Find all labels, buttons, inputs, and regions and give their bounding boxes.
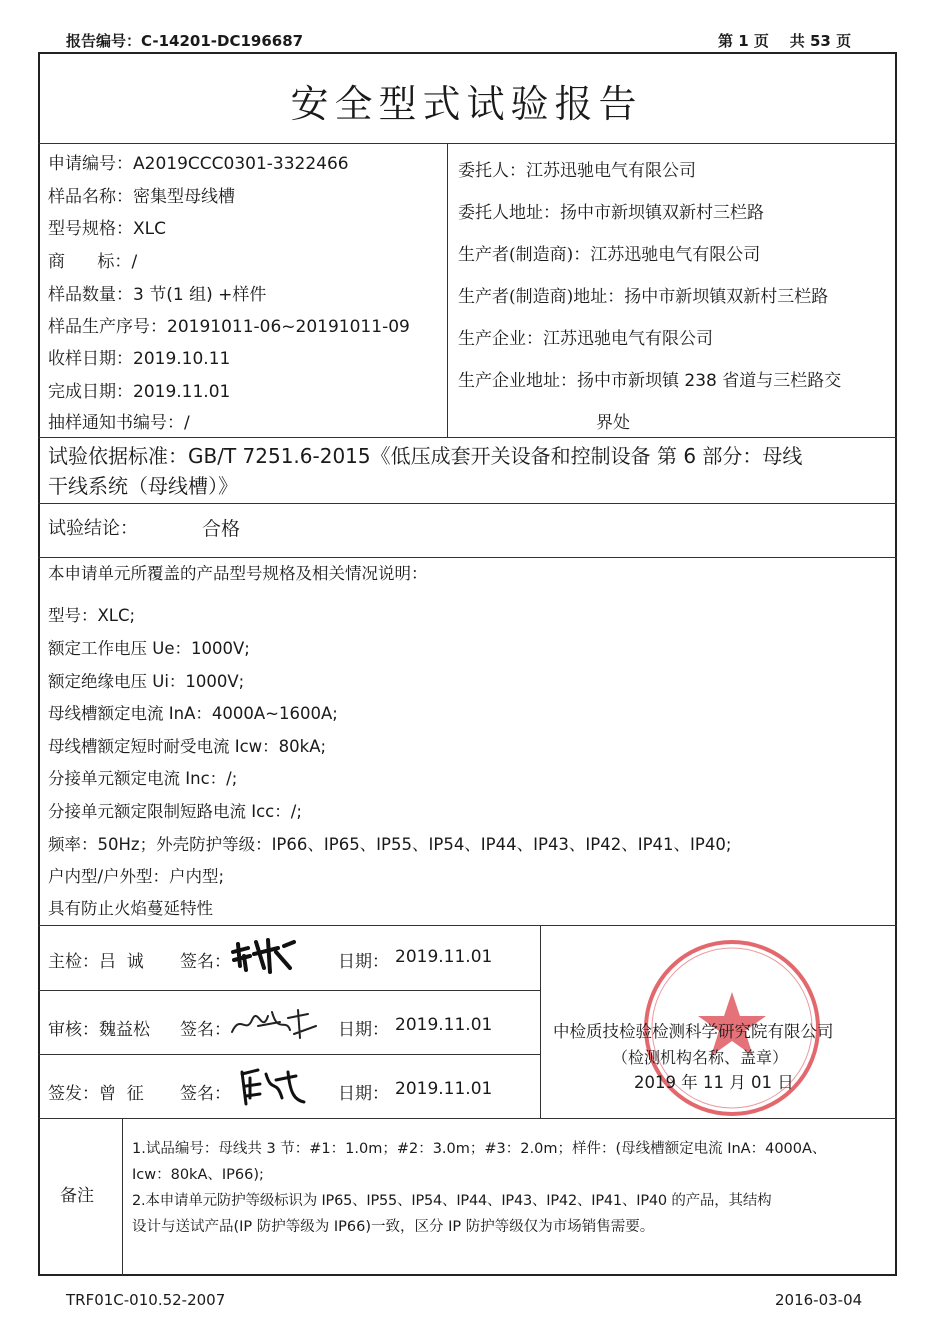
- field-label: 生产者(制造商)：: [458, 245, 591, 265]
- notes-content: [132, 1136, 888, 1240]
- description-line: 频率：50Hz；外壳防护等级：IP66、IP65、IP55、IP54、IP44、IP43、IP42、IP41、IP40;: [48, 835, 732, 854]
- description-line: 额定工作电压 Ue：1000V;: [48, 639, 250, 658]
- field-value: 2019.10.11: [133, 349, 231, 369]
- field-value: /: [131, 252, 138, 272]
- description-line: 具有防止火焰蔓延特性: [48, 899, 213, 918]
- field-value: /: [184, 413, 190, 433]
- report-number: 报告编号：C-14201-DC196687: [66, 32, 304, 50]
- field-application-no: [48, 154, 349, 174]
- description-line: 母线槽额定电流 InA：4000A~1600A;: [48, 704, 338, 723]
- field-complete-date: [48, 382, 230, 402]
- institution-name: 中检质技检验检测科学研究院有限公司: [553, 1022, 834, 1041]
- description-line: 额定绝缘电压 Ui：1000V;: [48, 672, 245, 691]
- field-model: [48, 219, 166, 239]
- divider: [38, 925, 897, 926]
- sign-label: 签名：: [180, 952, 231, 972]
- notes-label: 备注: [60, 1186, 94, 1206]
- description-line: 户内型/户外型：户内型;: [48, 867, 225, 886]
- approver-role: 签发：曾 征: [48, 1084, 144, 1104]
- sign-label: 签名：: [180, 1084, 231, 1104]
- divider: [38, 437, 897, 438]
- form-date: 2016-03-04: [775, 1291, 863, 1309]
- signature-inspector: [228, 934, 298, 976]
- description-line: 母线槽额定短时耐受电流 Icw：80kA;: [48, 737, 327, 756]
- conclusion-label: 试验结论：: [48, 518, 138, 539]
- description-line: 分接单元额定限制短路电流 Icc：/;: [48, 802, 302, 821]
- inspector-date: 2019.11.01: [395, 947, 493, 967]
- field-value: 2019.11.01: [133, 382, 231, 402]
- report-title: 安全型式试验报告: [290, 82, 643, 126]
- field-receive-date: [48, 349, 230, 369]
- divider: [38, 557, 897, 558]
- field-manufacturer-address: [458, 287, 828, 307]
- signature-approver: [236, 1064, 308, 1108]
- field-label: 样品数量：: [48, 285, 133, 305]
- field-manufacturer: [458, 245, 760, 265]
- page-info: 第 1 页 共 53 页: [718, 32, 852, 50]
- field-label: 申请编号：: [48, 154, 133, 174]
- field-sample-qty: [48, 285, 266, 305]
- institution-sub: （检测机构名称、盖章）: [612, 1048, 789, 1067]
- field-value: 江苏迅驰电气有限公司: [526, 161, 696, 181]
- date-label: 日期：: [338, 1020, 389, 1040]
- field-value: A2019CCC0301-3322466: [133, 154, 349, 174]
- sign-label: 签名：: [180, 1020, 231, 1040]
- field-factory: [458, 329, 713, 349]
- note-line: 1.试品编号：母线共 3 节：#1：1.0m；#2：3.0m；#3：2.0m；样件：(母线槽额定电流 InA：4000A、: [132, 1141, 827, 1157]
- field-label: 型号规格：: [48, 219, 133, 239]
- field-client: [458, 161, 696, 181]
- date-label: 日期：: [338, 952, 389, 972]
- field-label: 委托人：: [458, 161, 526, 181]
- form-code: TRF01C-010.52-2007: [66, 1291, 226, 1309]
- field-value: 扬中市新坝镇双新村三栏路: [624, 287, 829, 307]
- field-label: 样品生产序号：: [48, 317, 167, 337]
- field-label: 样品名称：: [48, 187, 133, 207]
- inspector-role: 主检：吕 诚: [48, 952, 144, 972]
- field-label: 生产者(制造商)地址：: [458, 287, 625, 307]
- field-value: 密集型母线槽: [133, 187, 235, 207]
- field-value: 3 节(1 组) +样件: [133, 285, 267, 305]
- signature-reviewer: [228, 1004, 320, 1044]
- field-value: 扬中市新坝镇 238 省道与三栏路交: [577, 371, 842, 391]
- field-label: 生产企业：: [458, 329, 543, 349]
- test-standard: [48, 441, 890, 501]
- divider: [38, 1054, 540, 1055]
- divider: [38, 503, 897, 504]
- divider: [38, 143, 897, 144]
- column-divider: [447, 143, 448, 437]
- field-client-address: [458, 203, 764, 223]
- approver-date: 2019.11.01: [395, 1079, 493, 1099]
- note-line: 2.本申请单元防护等级标识为 IP65、IP55、IP54、IP44、IP43、IP42、IP41、IP40 的产品，其结构: [132, 1193, 772, 1209]
- field-value: 江苏迅驰电气有限公司: [590, 245, 761, 265]
- field-label: 完成日期：: [48, 382, 133, 402]
- date-label: 日期：: [338, 1084, 389, 1104]
- field-factory-address: [458, 371, 841, 391]
- field-factory-address-cont: 界处: [596, 413, 630, 433]
- reviewer-date: 2019.11.01: [395, 1015, 493, 1035]
- field-label: 收样日期：: [48, 349, 133, 369]
- reviewer-role: 审核：魏益松: [48, 1020, 150, 1040]
- field-label: 生产企业地址：: [458, 371, 577, 391]
- description-line: 分接单元额定电流 Inc：/;: [48, 769, 238, 788]
- note-line: Icw：80kA、IP66);: [132, 1167, 264, 1183]
- field-value: 20191011-06~20191011-09: [167, 317, 410, 337]
- column-divider: [540, 925, 541, 1118]
- standard-line-2: 干线系统（母线槽）》: [48, 474, 238, 498]
- field-sampling-notice-no: [48, 413, 190, 433]
- standard-line-1: 试验依据标准：GB/T 7251.6-2015《低压成套开关设备和控制设备 第 6 部分：母线: [48, 444, 803, 468]
- field-value: 扬中市新坝镇双新村三栏路: [560, 203, 764, 223]
- field-label: 委托人地址：: [458, 203, 560, 223]
- field-sample-name: [48, 187, 235, 207]
- field-serial-no: [48, 317, 410, 337]
- field-value: 江苏迅驰电气有限公司: [543, 329, 713, 349]
- field-trademark: [48, 252, 137, 272]
- field-label: 抽样通知书编号：: [48, 413, 184, 433]
- institution-date: 2019 年 11 月 01 日: [634, 1073, 794, 1092]
- description-line: 型号：XLC;: [48, 606, 136, 625]
- field-value: XLC: [133, 219, 166, 239]
- column-divider: [122, 1118, 123, 1276]
- field-label: 商 标：: [48, 252, 132, 272]
- divider: [38, 990, 540, 991]
- conclusion-value: 合格: [202, 518, 241, 540]
- note-line: 设计与送试产品(IP 防护等级为 IP66)一致，区分 IP 防护等级仅为市场销售需要。: [132, 1219, 655, 1235]
- description-intro: 本申请单元所覆盖的产品型号规格及相关情况说明：: [48, 564, 428, 583]
